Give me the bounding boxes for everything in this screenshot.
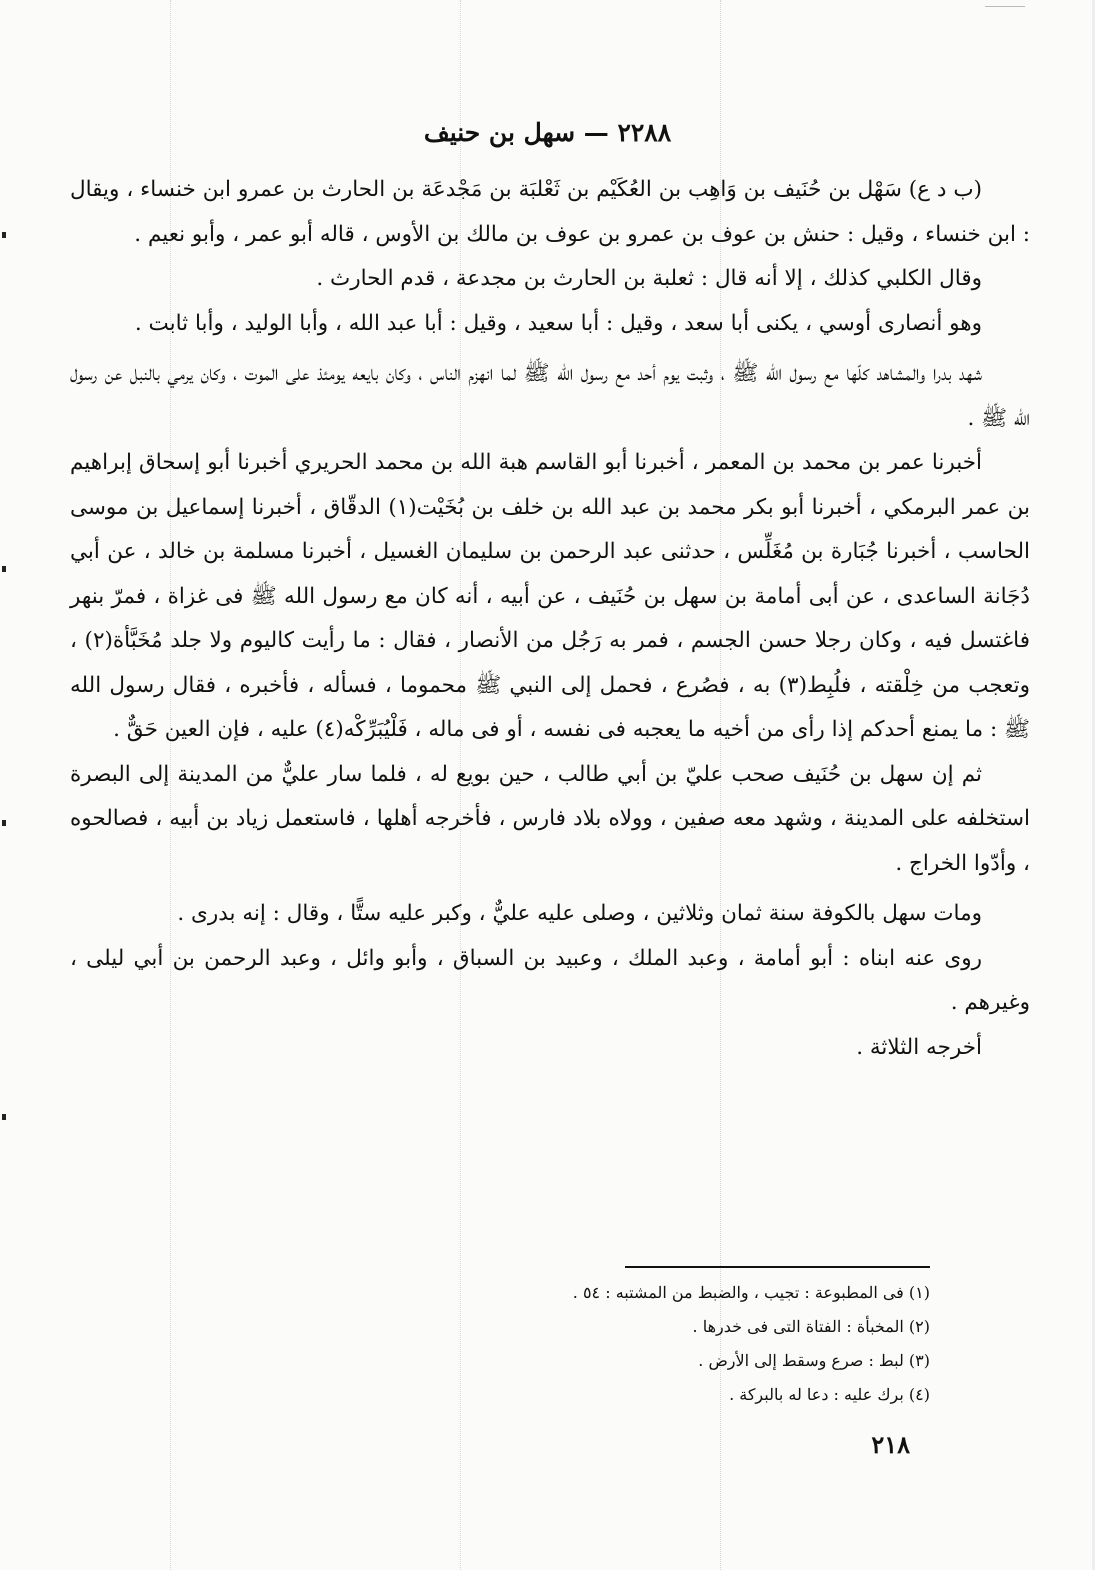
- paragraph-lineage: (ب د ع) سَهْل بن حُنَيف بن وَاهِب بن العُكَيْم بن ثَعْلبَة بن مَجْدعَة بن الحارث بن عمرو ابن خنساء ، ويقال : ابن خنساء ، وقيل : حنش بن عوف بن عمرو بن عوف بن مالك بن الأوس ، قاله أبو عمر ، وأبو نعيم .: [70, 177, 1030, 247]
- paragraph-hadith: أخبرنا عمر بن محمد بن المعمر ، أخبرنا أبو القاسم هبة الله بن محمد الحريري أخبرنا أبو إسحاق إبراهيم بن عمر البرمكي ، أخبرنا أبو بكر محمد بن عبد الله بن خلف بن بُخَيْت(١) الدقّاق ، أخبرنا إسماعيل بن موسى الحاسب ، أخبرنا جُبَارة بن مُغَلِّس ، حدثنى عبد الرحمن بن سليمان الغسيل ، أخبرنا مسلمة بن خالد ، عن أبي دُجَانة الساعدى ، عن أبى أمامة بن سهل بن حُنَيف ، عن أبيه ، أنه كان مع رسول الله ﷺ فى غزاة ، فمرّ بنهر فاغتسل فيه ، وكان رجلا حسن الجسم ، فمر به رَجُل من الأنصار ، فقال : ما رأيت كاليوم ولا جلد مُخَبَّأة(٢) ، وتعجب من خِلْقته ، فلُبِط(٣) به ، فصُرع ، فحمل إلى النبي ﷺ محموما ، فسأله ، فأخبره ، فقال رسول الله ﷺ : ما يمنع أحدكم إذا رأى من أخيه ما يعجبه فى نفسه ، أو فى ماله ، فَلْيُبَرِّكْه(٤) عليه ، فإن العين حَقٌّ .: [70, 450, 1030, 742]
- paragraph-ali: ثم إن سهل بن حُنَيف صحب عليّ بن أبي طالب ، حين بويع له ، فلما سار عليٌّ من المدينة إلى البصرة استخلفه على المدينة ، وشهد معه صفين ، وولاه بلاد فارس ، فأخرجه أهلها ، فاستعمل زياد بن أبيه ، فصالحوه ، وأدّوا الخراج .: [70, 761, 1030, 876]
- scan-mark: [985, 6, 1025, 7]
- page-number: ٢١٨: [871, 1430, 910, 1459]
- footnote-divider: [625, 1266, 930, 1268]
- footnote-2: (٢) المخبأة : الفتاة التى فى خدرها .: [692, 1317, 930, 1336]
- scan-mark: [2, 232, 6, 238]
- scan-mark: [2, 1114, 6, 1120]
- paragraph-kalbi: وقال الكلبي كذلك ، إلا أنه قال : ثعلبة بن الحارث بن مجدعة ، قدم الحارث .: [316, 266, 982, 291]
- entry-title: ٢٢٨٨ — سهل بن حنيف: [423, 118, 672, 147]
- paragraph-kunya: وهو أنصارى أوسي ، يكنى أبا سعد ، وقيل : أبا سعيد ، وقيل : أبا عبد الله ، وأبا الوليد ، وأبا ثابت .: [134, 310, 982, 336]
- paragraph-narrators: روى عنه ابناه : أبو أمامة ، وعبد الملك ، وعبيد بن السباق ، وأبو وائل ، وعبد الرحمن بن أبي ليلى ، وغيرهم .: [70, 945, 1030, 1015]
- closing-line: أخرجه الثلاثة .: [856, 1034, 982, 1060]
- footnotes: [470, 1276, 930, 1412]
- scan-mark: [2, 566, 6, 572]
- footnote-3: (٣) لبط : صرع وسقط إلى الأرض .: [698, 1351, 930, 1370]
- footnote-1: (١) فى المطبوعة : تجيب ، والضبط من المشتبه : ٥٤ .: [572, 1283, 930, 1302]
- footnote-4: (٤) برك عليه : دعا له بالبركة .: [729, 1385, 930, 1404]
- paragraph-death: ومات سهل بالكوفة سنة ثمان وثلاثين ، وصلى عليه عليٌّ ، وكبر عليه ستًّا ، وقال : إنه بدرى .: [177, 901, 982, 926]
- scan-mark: [2, 820, 6, 826]
- paragraph-battles: شهد بدرا والمشاهد كلّها مع رسول الله ﷺ ، وثبت يوم أحد مع رسول الله ﷺ لما انهزم الناس ، وكان بايعه يومئذ على الموت ، وكان يرمي بالنبل عن رسول الله ﷺ .: [70, 361, 1030, 431]
- entry-body: [70, 168, 1030, 1070]
